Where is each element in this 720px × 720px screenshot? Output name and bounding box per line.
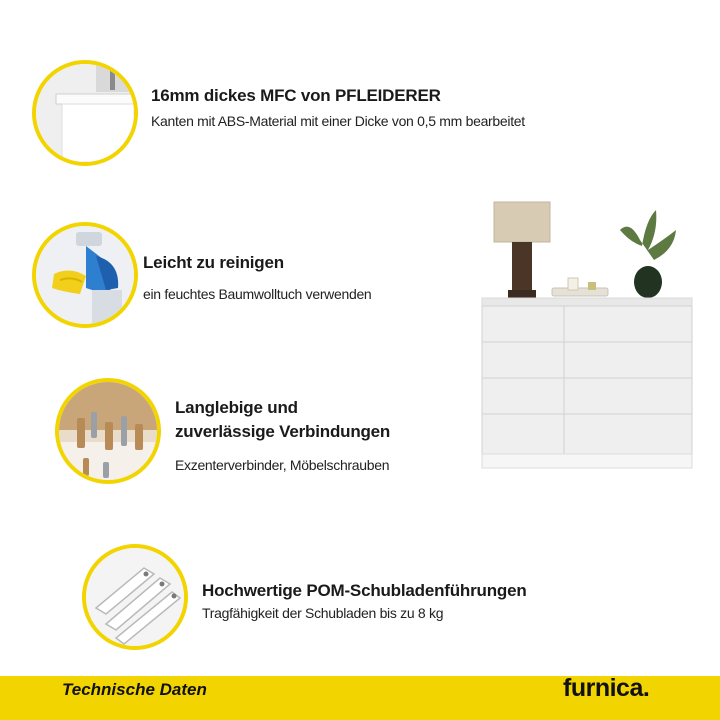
feature-subtitle-2: ein feuchtes Baumwolltuch verwenden xyxy=(143,286,372,302)
technical-data-label: Technische Daten xyxy=(62,680,207,699)
feature-title-1-line-1: 16mm dickes MFC von PFLEIDERER xyxy=(151,86,441,105)
feature-subtitle-4: Tragfähigkeit der Schubladen bis zu 8 kg xyxy=(202,605,444,621)
drawer-fronts xyxy=(482,306,692,454)
brand-logo: furnica. xyxy=(563,674,650,702)
feature-title-3-line-1: Langlebige und xyxy=(175,398,298,417)
drawer-rail-icon xyxy=(86,548,184,646)
feature-image-4 xyxy=(82,544,188,650)
feature-title-3-line-2: zuverlässige Verbindungen xyxy=(175,422,391,441)
feature-subtitle-1: Kanten mit ABS-Material mit einer Dicke von 0,5 mm bearbeitet xyxy=(151,113,525,129)
feature-image-2 xyxy=(32,222,138,328)
lamp-shade xyxy=(494,202,550,242)
feature-title-3 xyxy=(175,396,390,444)
feature-image-3 xyxy=(55,378,161,484)
feature-title-2 xyxy=(143,251,284,275)
feature-subtitle-3: Exzenterverbinder, Möbelschrauben xyxy=(175,457,390,473)
feature-image-1 xyxy=(32,60,138,166)
dowel-connector-icon xyxy=(59,382,157,480)
plant-pot xyxy=(634,266,662,298)
lamp-base xyxy=(512,242,532,292)
feature-title-2-line-1: Leicht zu reinigen xyxy=(143,253,284,272)
plant-leaves xyxy=(620,210,676,260)
feature-title-4 xyxy=(202,579,527,603)
dresser-icon xyxy=(470,190,710,480)
cleaning-icon xyxy=(36,226,134,324)
feature-title-1 xyxy=(151,84,441,108)
dresser-product-image xyxy=(470,190,710,480)
panel-edge-icon xyxy=(36,64,134,162)
dresser-top xyxy=(482,298,692,306)
feature-title-4-line-1: Hochwertige POM-Schubladenführungen xyxy=(202,581,527,600)
